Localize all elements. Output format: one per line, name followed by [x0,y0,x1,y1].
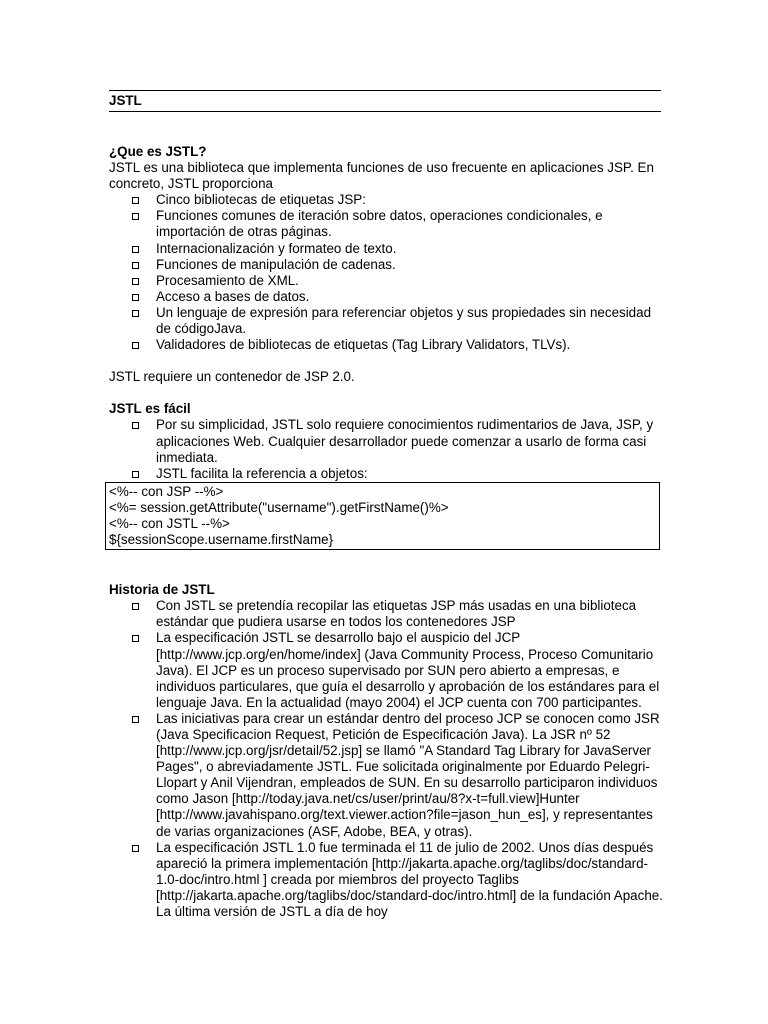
requirement-note: JSTL requiere un contenedor de JSP 2.0. [109,369,355,385]
list-item: Procesamiento de XML. [156,273,665,289]
section-heading-que-es: ¿Que es JSTL? [109,144,207,159]
list-item: Internacionalización y formateo de texto. [156,241,665,257]
document-title: JSTL [109,93,142,108]
square-bullet-icon [132,213,139,220]
code-example-box [105,482,660,550]
list-item: Validadores de bibliotecas de etiquetas (Tag Library Validators, TLVs). [156,337,665,353]
list-item: Un lenguaje de expresión para referenciar objetos y sus propiedades sin necesidad de códigoJava. [156,305,665,337]
square-bullet-icon [132,310,139,317]
list-item: Funciones comunes de iteración sobre datos, operaciones condicionales, e importación de otras páginas. [156,208,665,240]
square-bullet-icon [132,294,139,301]
square-bullet-icon [132,197,139,204]
list-item: Cinco bibliotecas de etiquetas JSP: [156,192,665,208]
square-bullet-icon [132,422,139,429]
code-line: <%-- con JSP --%> [109,483,224,499]
feature-list [109,192,665,353]
document-body [109,144,665,920]
square-bullet-icon [132,278,139,285]
list-item: La especificación JSTL 1.0 fue terminada el 11 de julio de 2002. Unos días después apareció la primera implementación [http://jakarta.apache.org/taglibs/doc/standard-1.0-doc/intro.html ] creada por miembros del proyecto Taglibs [http://jakarta.apache.org/taglibs/doc/standard-doc/intro.html] de la fundación Apache. La última versión de JSTL a día de hoy [156,840,665,920]
section-heading-historia: Historia de JSTL [109,582,215,598]
square-bullet-icon [132,635,139,642]
code-line: <%= session.getAttribute("username").getFirstName()%> [109,499,449,515]
list-item: JSTL facilita la referencia a objetos: [156,466,665,482]
list-item: Las iniciativas para crear un estándar dentro del proceso JCP se conocen como JSR (Java Specificacion Request, Petición de Especificación Java). La JSR nº 52 [http://www.jcp.org/jsr/detail/52.jsp] se llamó "A Standard Tag Library for JavaServer Pages", o abreviadamente JSTL. Fue solicitada originalmente por Eduardo Pelegri-Llopart y Anil Vijendran, empleados de SUN. En su desarrollo participaron individuos como Jason [http://today.java.net/cs/user/print/au/8?x-t=full.view]Hunter [http://www.javahispano.org/text.viewer.action?file=jason_hun_es], y representantes de varias organizaciones (ASF, Adobe, BEA, y otras). [156,711,665,840]
list-item: Acceso a bases de datos. [156,289,665,305]
document-title-band [109,90,661,112]
ease-list [109,417,665,481]
square-bullet-icon [132,603,139,610]
list-item: Funciones de manipulación de cadenas. [156,257,665,273]
list-item: Con JSTL se pretendía recopilar las etiquetas JSP más usadas en una biblioteca estándar que pudiera usarse en todos los contenedores JSP [156,598,665,630]
square-bullet-icon [132,845,139,852]
square-bullet-icon [132,716,139,723]
history-list [109,598,665,920]
code-line: ${sessionScope.username.firstName} [109,532,334,548]
square-bullet-icon [132,342,139,349]
list-item: Por su simplicidad, JSTL solo requiere conocimientos rudimentarios de Java, JSP, y aplicaciones Web. Cualquier desarrollador puede comenzar a usarlo de forma casi inmediata. [156,417,665,465]
list-item: La especificación JSTL se desarrollo bajo el auspicio del JCP [http://www.jcp.org/en/home/index] (Java Community Process, Proceso Comunitario Java). El JCP es un proceso supervisado por SUN pero abierto a empresas, e individuos particulares, que guía el desarrollo y aprobación de los estándares para el lenguaje Java. En la actualidad (mayo 2004) el JCP cuenta con 700 participantes. [156,630,665,710]
square-bullet-icon [132,246,139,253]
square-bullet-icon [132,471,139,478]
code-line: <%-- con JSTL --%> [109,515,230,531]
square-bullet-icon [132,262,139,269]
section-heading-facil: JSTL es fácil [109,401,191,417]
section-intro: JSTL es una biblioteca que implementa funciones de uso frecuente en aplicaciones JSP. En concreto, JSTL proporciona [109,160,654,192]
